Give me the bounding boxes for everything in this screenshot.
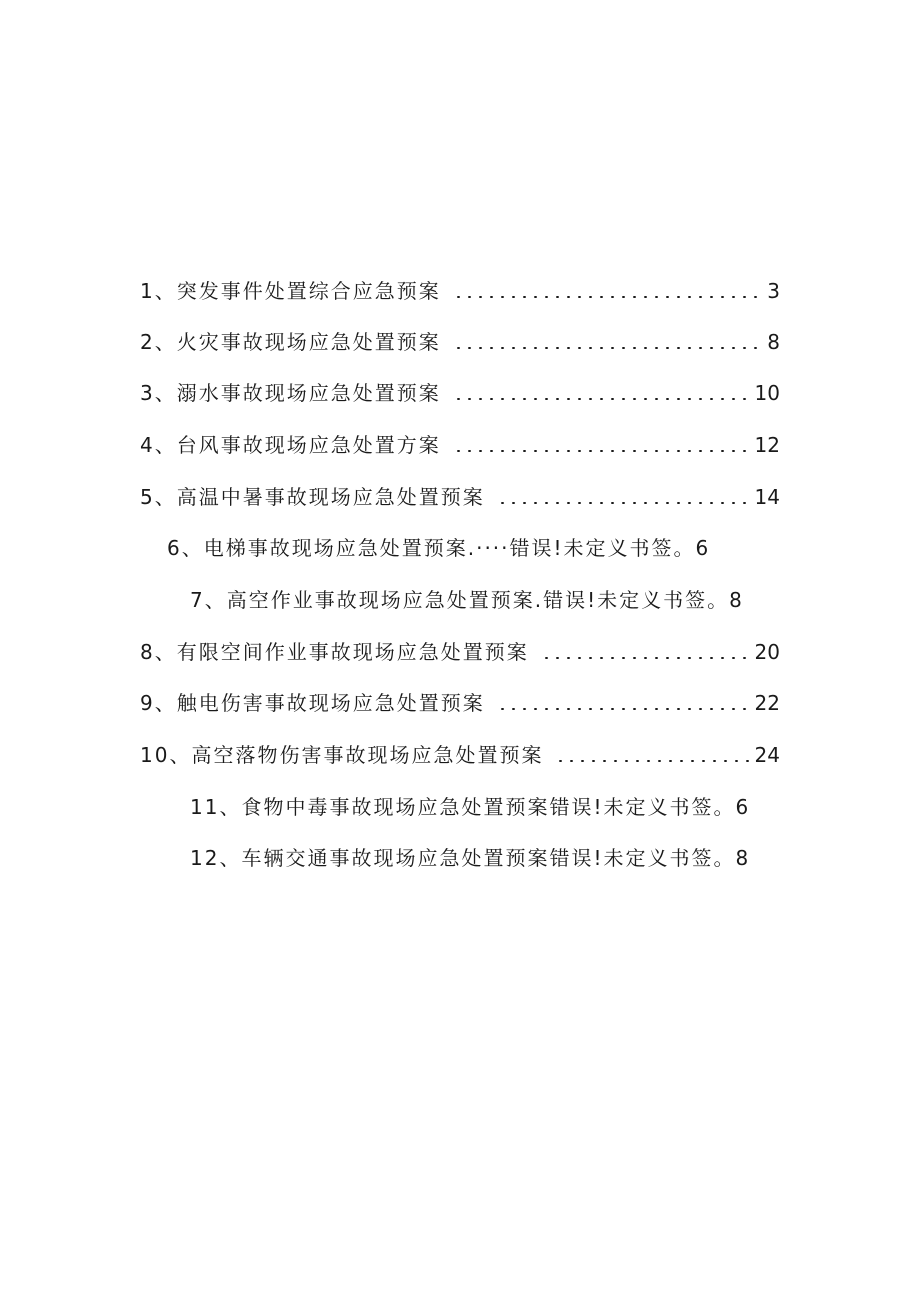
toc-dot-leader (555, 760, 748, 762)
toc-entry-9[interactable] (140, 688, 780, 718)
toc-entry-title: 5、高温中暑事故现场应急处置预案 (140, 485, 485, 509)
toc-page-number: 8 (767, 330, 780, 354)
toc-entry-text: 7、高空作业事故现场应急处置预案.错误!未定义书签。8 (190, 588, 744, 612)
toc-entry-10[interactable] (140, 740, 780, 770)
toc-dot-leader (497, 502, 749, 504)
toc-entry-title: 2、火灾事故现场应急处置预案 (140, 330, 441, 354)
toc-entry-title: 4、台风事故现场应急处置方案 (140, 433, 441, 457)
toc-dot-leader (453, 450, 749, 452)
toc-dot-leader (541, 657, 749, 659)
toc-dot-leader (453, 296, 762, 298)
toc-entry-title: 1、突发事件处置综合应急预案 (140, 279, 441, 303)
toc-page-number: 12 (754, 433, 780, 457)
toc-entry-title: 3、溺水事故现场应急处置预案 (140, 381, 441, 405)
toc-entry-text: 12、车辆交通事故现场应急处置预案错误!未定义书签。8 (190, 846, 751, 870)
toc-entry-text: 11、食物中毒事故现场应急处置预案错误!未定义书签。6 (190, 795, 751, 819)
toc-entry-1[interactable] (140, 276, 780, 306)
toc-entry-11[interactable] (190, 792, 750, 822)
toc-page-number: 10 (754, 381, 780, 405)
toc-entry-text: 6、电梯事故现场应急处置预案.····错误!未定义书签。6 (167, 536, 711, 560)
toc-page-number: 24 (754, 743, 780, 767)
toc-entry-7[interactable] (190, 585, 744, 615)
toc-page-number: 14 (754, 485, 780, 509)
toc-dot-leader (453, 347, 762, 349)
toc-page-number: 3 (767, 279, 780, 303)
toc-entry-12[interactable] (190, 843, 750, 873)
toc-entry-6[interactable] (167, 533, 710, 563)
toc-dot-leader (453, 398, 749, 400)
toc-entry-title: 9、触电伤害事故现场应急处置预案 (140, 691, 485, 715)
toc-entry-4[interactable] (140, 430, 780, 460)
toc-page-number: 20 (754, 640, 780, 664)
toc-entry-3[interactable] (140, 378, 780, 408)
toc-entry-8[interactable] (140, 637, 780, 667)
toc-entry-5[interactable] (140, 482, 780, 512)
toc-page-number: 22 (754, 691, 780, 715)
toc-entry-title: 8、有限空间作业事故现场应急处置预案 (140, 640, 529, 664)
toc-entry-2[interactable] (140, 327, 780, 357)
toc-entry-title: 10、高空落物伤害事故现场应急处置预案 (140, 743, 544, 767)
toc-dot-leader (497, 708, 749, 710)
